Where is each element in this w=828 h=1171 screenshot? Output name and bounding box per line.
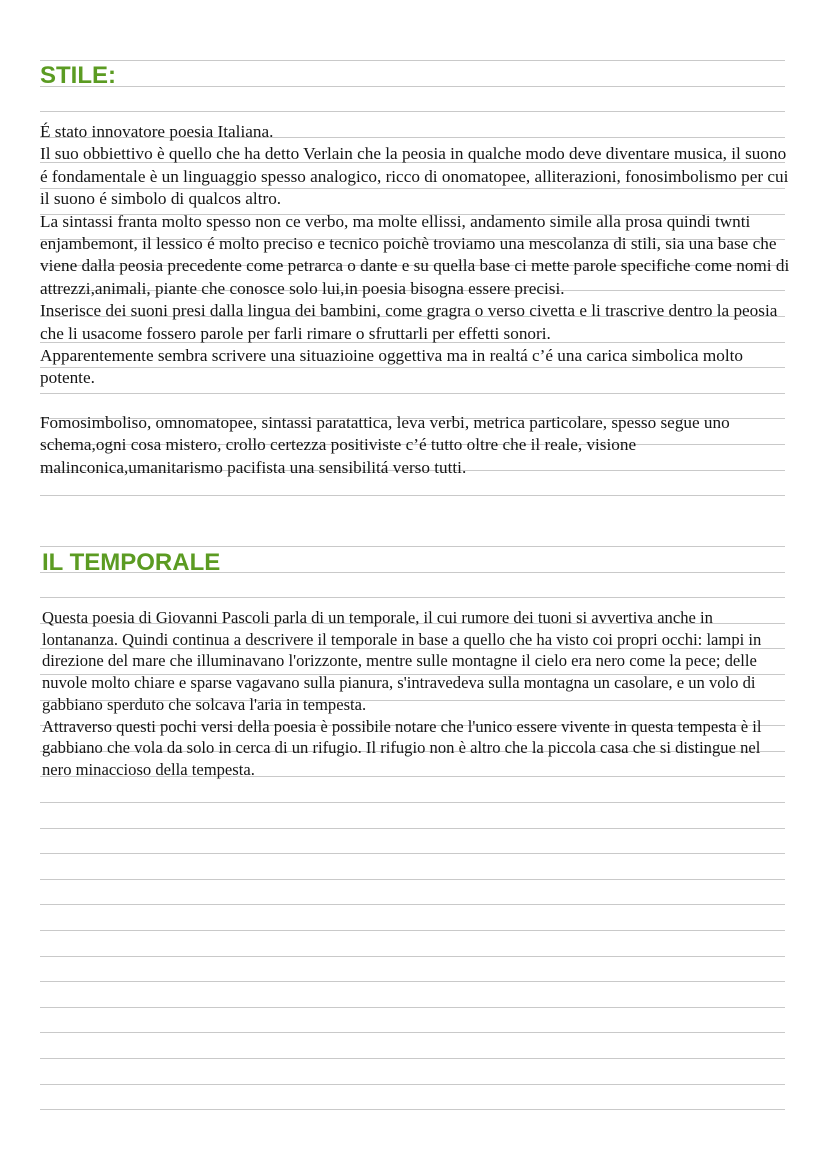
ruled-line	[40, 1084, 785, 1085]
ruled-line	[40, 1032, 785, 1033]
ruled-line	[40, 1109, 785, 1110]
temporale-text-block	[42, 607, 787, 781]
ruled-line	[40, 981, 785, 982]
ruled-line	[40, 828, 785, 829]
stile-paragraph: Inserisce dei suoni presi dalla lingua dei bambini, come gragra o verso civetta e li trascrive dentro la peosia che li usacome fossero parole per farli rimare o sfruttarli per effetti sonori.	[40, 301, 778, 343]
ruled-line	[40, 111, 785, 112]
ruled-line	[40, 60, 785, 61]
ruled-line	[40, 597, 785, 598]
stile-paragraph: La sintassi franta molto spesso non ce verbo, ma molte ellissi, andamento simile alla prosa quindi twnti enjambemont, il lessico é molto preciso e tecnico poichè troviamo una mescolanza di stili, sia una base che viene dalla peosia precedente come petrarca o dante e su quella base ci mette parole specifiche come nomi di attrezzi,animali, piante che conosce solo lui,in poesia bisogna essere precisi.	[40, 211, 790, 298]
ruled-line	[40, 86, 785, 87]
stile-paragraph: Il suo obbiettivo è quello che ha detto Verlain che la peosia in qualche modo deve diventare musica, il suono é fondamentale è un linguaggio spesso analogico, ricco di onomatopee, alliterazioni, fonosimbolismo per cui il suono é simbolo di qualcos altro.	[40, 144, 789, 209]
ruled-line	[40, 495, 785, 496]
temporale-paragraph: Attraverso questi pochi versi della poesia è possibile notare che l'unico essere vivente in questa tempesta è il gabbiano che vola da solo in cerca di un rifugio. Il rifugio non è altro che la piccola casa che si distingue nel nero minaccioso della tempesta.	[42, 716, 762, 779]
ruled-line	[40, 879, 785, 880]
ruled-line	[40, 546, 785, 547]
stile-text-block	[40, 121, 790, 479]
ruled-line	[40, 904, 785, 905]
ruled-line	[40, 930, 785, 931]
ruled-line	[40, 853, 785, 854]
section-heading-stile: STILE:	[40, 62, 116, 89]
stile-summary-paragraph: Fomosimboliso, omnomatopee, sintassi paratattica, leva verbi, metrica particolare, spesso segue uno schema,ogni cosa mistero, crollo certezza positiviste c’é tutto oltre che il reale, visione malinconica,umanitarismo pacifista una sensibilitá verso tutti.	[40, 412, 730, 477]
ruled-line	[40, 802, 785, 803]
section-heading-il-temporale: IL TEMPORALE	[42, 549, 221, 576]
stile-paragraph: Apparentemente sembra scrivere una situazioine oggettiva ma in realtá c’é una carica simbolica molto potente.	[40, 346, 743, 388]
temporale-paragraph: Questa poesia di Giovanni Pascoli parla di un temporale, il cui rumore dei tuoni si avvertiva anche in lontananza. Quindi continua a descrivere il temporale in base a quello che ha visto coi propri occhi: lampi in direzione del mare che illuminavano l'orizzonte, mentre sulle montagne il cielo era nero come la pece; delle nuvole molto chiare e sparse vagavano sulla pianura, s'intravedeva sulla montagna un casolare, e un volo di gabbiano sperduto che solcava l'aria in tempesta.	[42, 608, 762, 714]
ruled-line	[40, 956, 785, 957]
ruled-line	[40, 1007, 785, 1008]
stile-paragraph: É stato innovatore poesia Italiana.	[40, 122, 274, 141]
ruled-line	[40, 1058, 785, 1059]
